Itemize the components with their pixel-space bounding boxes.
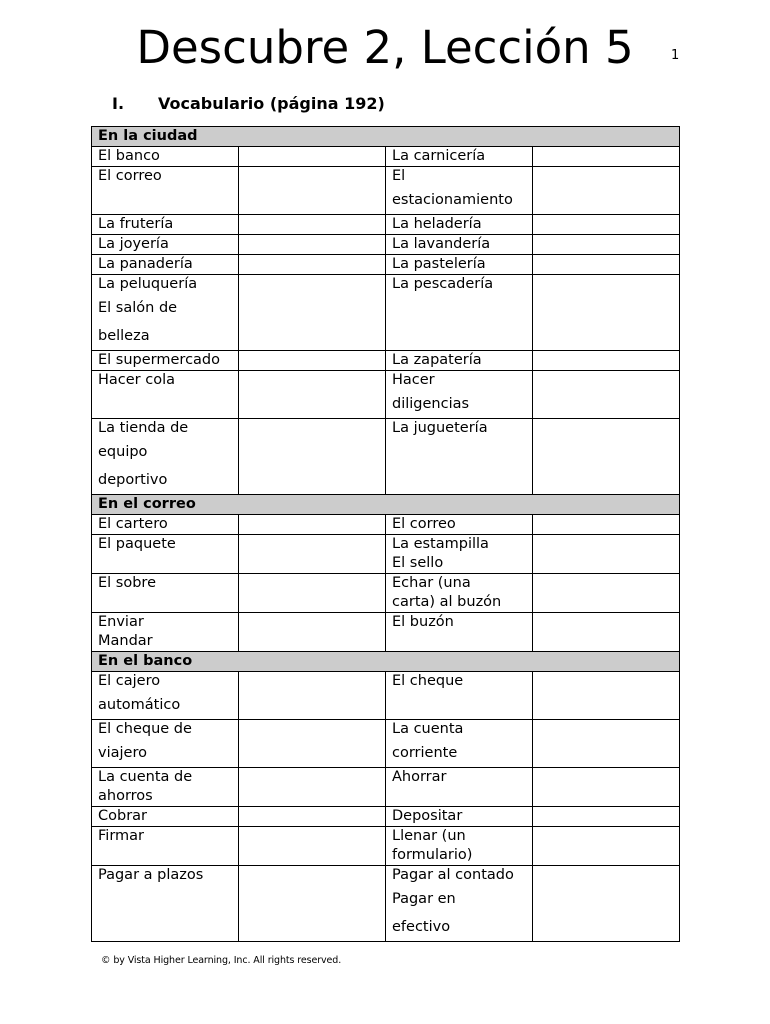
vocab-term-right <box>386 720 533 768</box>
vocab-term-right <box>386 167 533 215</box>
answer-blank[interactable] <box>239 866 386 942</box>
vocab-term-line: La joyería <box>98 236 169 252</box>
vocab-term-left <box>92 419 239 495</box>
vocab-term-line: Hacer <box>392 372 435 388</box>
vocab-term-line: El correo <box>98 168 162 184</box>
vocab-term-line: Cobrar <box>98 808 148 824</box>
vocab-term-right <box>386 827 533 866</box>
vocab-term-line: El supermercado <box>98 352 220 368</box>
vocab-term-right <box>386 215 533 235</box>
vocab-term-left <box>92 613 239 652</box>
table-row <box>92 827 680 866</box>
answer-blank[interactable] <box>239 167 386 215</box>
vocab-term-line: La estampilla <box>392 536 489 552</box>
answer-blank[interactable] <box>533 720 680 768</box>
vocab-term-line: La frutería <box>98 216 174 232</box>
answer-blank[interactable] <box>533 768 680 807</box>
vocab-term-left <box>92 720 239 768</box>
vocab-term-line: La pastelería <box>392 256 486 272</box>
vocab-term-line: belleza <box>98 328 150 344</box>
answer-blank[interactable] <box>239 574 386 613</box>
vocab-term-left <box>92 827 239 866</box>
answer-blank[interactable] <box>533 255 680 275</box>
group-header-row <box>92 127 680 147</box>
table-row <box>92 275 680 351</box>
vocab-term-left <box>92 535 239 574</box>
vocab-term-line: Depositar <box>392 808 463 824</box>
group-header-row <box>92 495 680 515</box>
table-row <box>92 866 680 942</box>
vocab-term-line: Enviar <box>98 614 144 630</box>
vocab-term-left <box>92 807 239 827</box>
answer-blank[interactable] <box>533 535 680 574</box>
answer-blank[interactable] <box>533 147 680 167</box>
vocab-term-line: El paquete <box>98 536 176 552</box>
answer-blank[interactable] <box>239 515 386 535</box>
section-title: Vocabulario (página 192) <box>158 94 385 113</box>
vocab-term-line: Pagar al contado <box>392 867 514 883</box>
vocab-term-right <box>386 613 533 652</box>
vocab-term-line: La heladería <box>392 216 482 232</box>
vocab-term-left <box>92 351 239 371</box>
vocab-term-line: El correo <box>392 516 456 532</box>
table-row <box>92 419 680 495</box>
answer-blank[interactable] <box>239 255 386 275</box>
group-header: En el banco <box>92 652 680 672</box>
vocab-term-left <box>92 371 239 419</box>
table-row <box>92 535 680 574</box>
vocab-term-line: Ahorrar <box>392 769 447 785</box>
vocab-term-line: efectivo <box>392 919 451 935</box>
vocab-term-line: diligencias <box>392 396 470 412</box>
vocab-term-line: El cheque <box>392 673 464 689</box>
vocab-term-line: La cuenta de <box>98 769 193 785</box>
document-title-text: Descubre 2, Lección 5 <box>136 21 634 74</box>
table-row <box>92 235 680 255</box>
table-row <box>92 807 680 827</box>
vocab-term-right <box>386 807 533 827</box>
answer-blank[interactable] <box>239 672 386 720</box>
vocab-term-left <box>92 147 239 167</box>
document-title <box>0 22 770 74</box>
vocab-term-line: El banco <box>98 148 160 164</box>
answer-blank[interactable] <box>533 167 680 215</box>
answer-blank[interactable] <box>239 147 386 167</box>
answer-blank[interactable] <box>239 535 386 574</box>
answer-blank[interactable] <box>239 371 386 419</box>
vocab-term-left <box>92 866 239 942</box>
vocab-term-right <box>386 419 533 495</box>
vocabulary-table-body <box>92 127 680 942</box>
vocab-term-left <box>92 255 239 275</box>
vocab-term-left <box>92 167 239 215</box>
copyright-footer: © by Vista Higher Learning, Inc. All rights reserved. <box>101 955 342 966</box>
vocab-term-line: El buzón <box>392 614 454 630</box>
vocab-term-right <box>386 235 533 255</box>
answer-blank[interactable] <box>533 235 680 255</box>
answer-blank[interactable] <box>533 371 680 419</box>
vocab-term-line: El sello <box>392 555 444 571</box>
vocab-term-left <box>92 235 239 255</box>
vocab-term-line: carta) al buzón <box>392 594 502 610</box>
vocab-term-right <box>386 866 533 942</box>
vocab-term-line: El <box>392 168 406 184</box>
answer-blank[interactable] <box>239 807 386 827</box>
table-row <box>92 574 680 613</box>
vocab-term-line: equipo <box>98 444 148 460</box>
vocab-term-left <box>92 275 239 351</box>
answer-blank[interactable] <box>533 574 680 613</box>
answer-blank[interactable] <box>239 351 386 371</box>
vocab-term-line: La lavandería <box>392 236 491 252</box>
vocab-term-line: La zapatería <box>392 352 482 368</box>
vocab-term-line: El cheque de <box>98 721 192 737</box>
vocab-term-line: viajero <box>98 745 147 761</box>
answer-blank[interactable] <box>533 807 680 827</box>
vocab-term-right <box>386 371 533 419</box>
table-row <box>92 255 680 275</box>
answer-blank[interactable] <box>533 672 680 720</box>
table-row <box>92 515 680 535</box>
vocab-term-line: El salón de <box>98 300 178 316</box>
vocab-term-right <box>386 275 533 351</box>
vocab-term-left <box>92 768 239 807</box>
table-row <box>92 720 680 768</box>
table-row <box>92 371 680 419</box>
table-row <box>92 351 680 371</box>
answer-blank[interactable] <box>239 215 386 235</box>
vocab-term-line: automático <box>98 697 181 713</box>
answer-blank[interactable] <box>533 351 680 371</box>
vocab-term-line: La juguetería <box>392 420 488 436</box>
vocab-term-right <box>386 351 533 371</box>
vocab-term-line: deportivo <box>98 472 168 488</box>
answer-blank[interactable] <box>533 515 680 535</box>
group-header: En la ciudad <box>92 127 680 147</box>
vocab-term-line: La cuenta <box>392 721 464 737</box>
answer-blank[interactable] <box>239 419 386 495</box>
vocab-term-line: ahorros <box>98 788 153 804</box>
vocab-term-line: Pagar en <box>392 891 456 907</box>
vocab-term-line: La peluquería <box>98 276 198 292</box>
vocab-term-line: Firmar <box>98 828 144 844</box>
vocab-term-line: La pescadería <box>392 276 494 292</box>
vocab-term-right <box>386 768 533 807</box>
vocab-term-line: El cartero <box>98 516 168 532</box>
answer-blank[interactable] <box>533 275 680 351</box>
answer-blank[interactable] <box>533 866 680 942</box>
table-row <box>92 613 680 652</box>
vocab-term-right <box>386 535 533 574</box>
answer-blank[interactable] <box>239 613 386 652</box>
answer-blank[interactable] <box>533 613 680 652</box>
page-number: 1 <box>671 48 680 63</box>
vocab-term-line: La panadería <box>98 256 193 272</box>
group-header-row <box>92 652 680 672</box>
answer-blank[interactable] <box>533 419 680 495</box>
vocab-term-left <box>92 672 239 720</box>
table-row <box>92 215 680 235</box>
table-row <box>92 768 680 807</box>
answer-blank[interactable] <box>239 768 386 807</box>
group-header: En el correo <box>92 495 680 515</box>
table-row <box>92 167 680 215</box>
section-heading <box>112 94 385 113</box>
vocab-term-line: El cajero <box>98 673 161 689</box>
vocab-term-line: La tienda de <box>98 420 189 436</box>
vocab-term-left <box>92 574 239 613</box>
vocab-term-right <box>386 255 533 275</box>
vocab-term-line: formulario) <box>392 847 473 863</box>
answer-blank[interactable] <box>239 275 386 351</box>
vocab-term-line: La carnicería <box>392 148 486 164</box>
vocab-term-line: Pagar a plazos <box>98 867 204 883</box>
answer-blank[interactable] <box>239 720 386 768</box>
vocab-term-right <box>386 672 533 720</box>
vocab-term-line: Llenar (un <box>392 828 466 844</box>
vocab-term-left <box>92 515 239 535</box>
answer-blank[interactable] <box>533 215 680 235</box>
answer-blank[interactable] <box>533 827 680 866</box>
vocab-term-line: corriente <box>392 745 458 761</box>
table-row <box>92 672 680 720</box>
answer-blank[interactable] <box>239 827 386 866</box>
table-row <box>92 147 680 167</box>
vocab-term-right <box>386 574 533 613</box>
vocab-term-right <box>386 515 533 535</box>
vocab-term-line: El sobre <box>98 575 156 591</box>
vocab-term-line: Hacer cola <box>98 372 176 388</box>
vocab-term-line: Echar (una <box>392 575 471 591</box>
vocabulary-table <box>91 126 680 942</box>
vocab-term-left <box>92 215 239 235</box>
section-number: I. <box>112 94 125 113</box>
vocab-term-right <box>386 147 533 167</box>
vocab-term-line: Mandar <box>98 633 153 649</box>
vocab-term-line: estacionamiento <box>392 192 513 208</box>
answer-blank[interactable] <box>239 235 386 255</box>
